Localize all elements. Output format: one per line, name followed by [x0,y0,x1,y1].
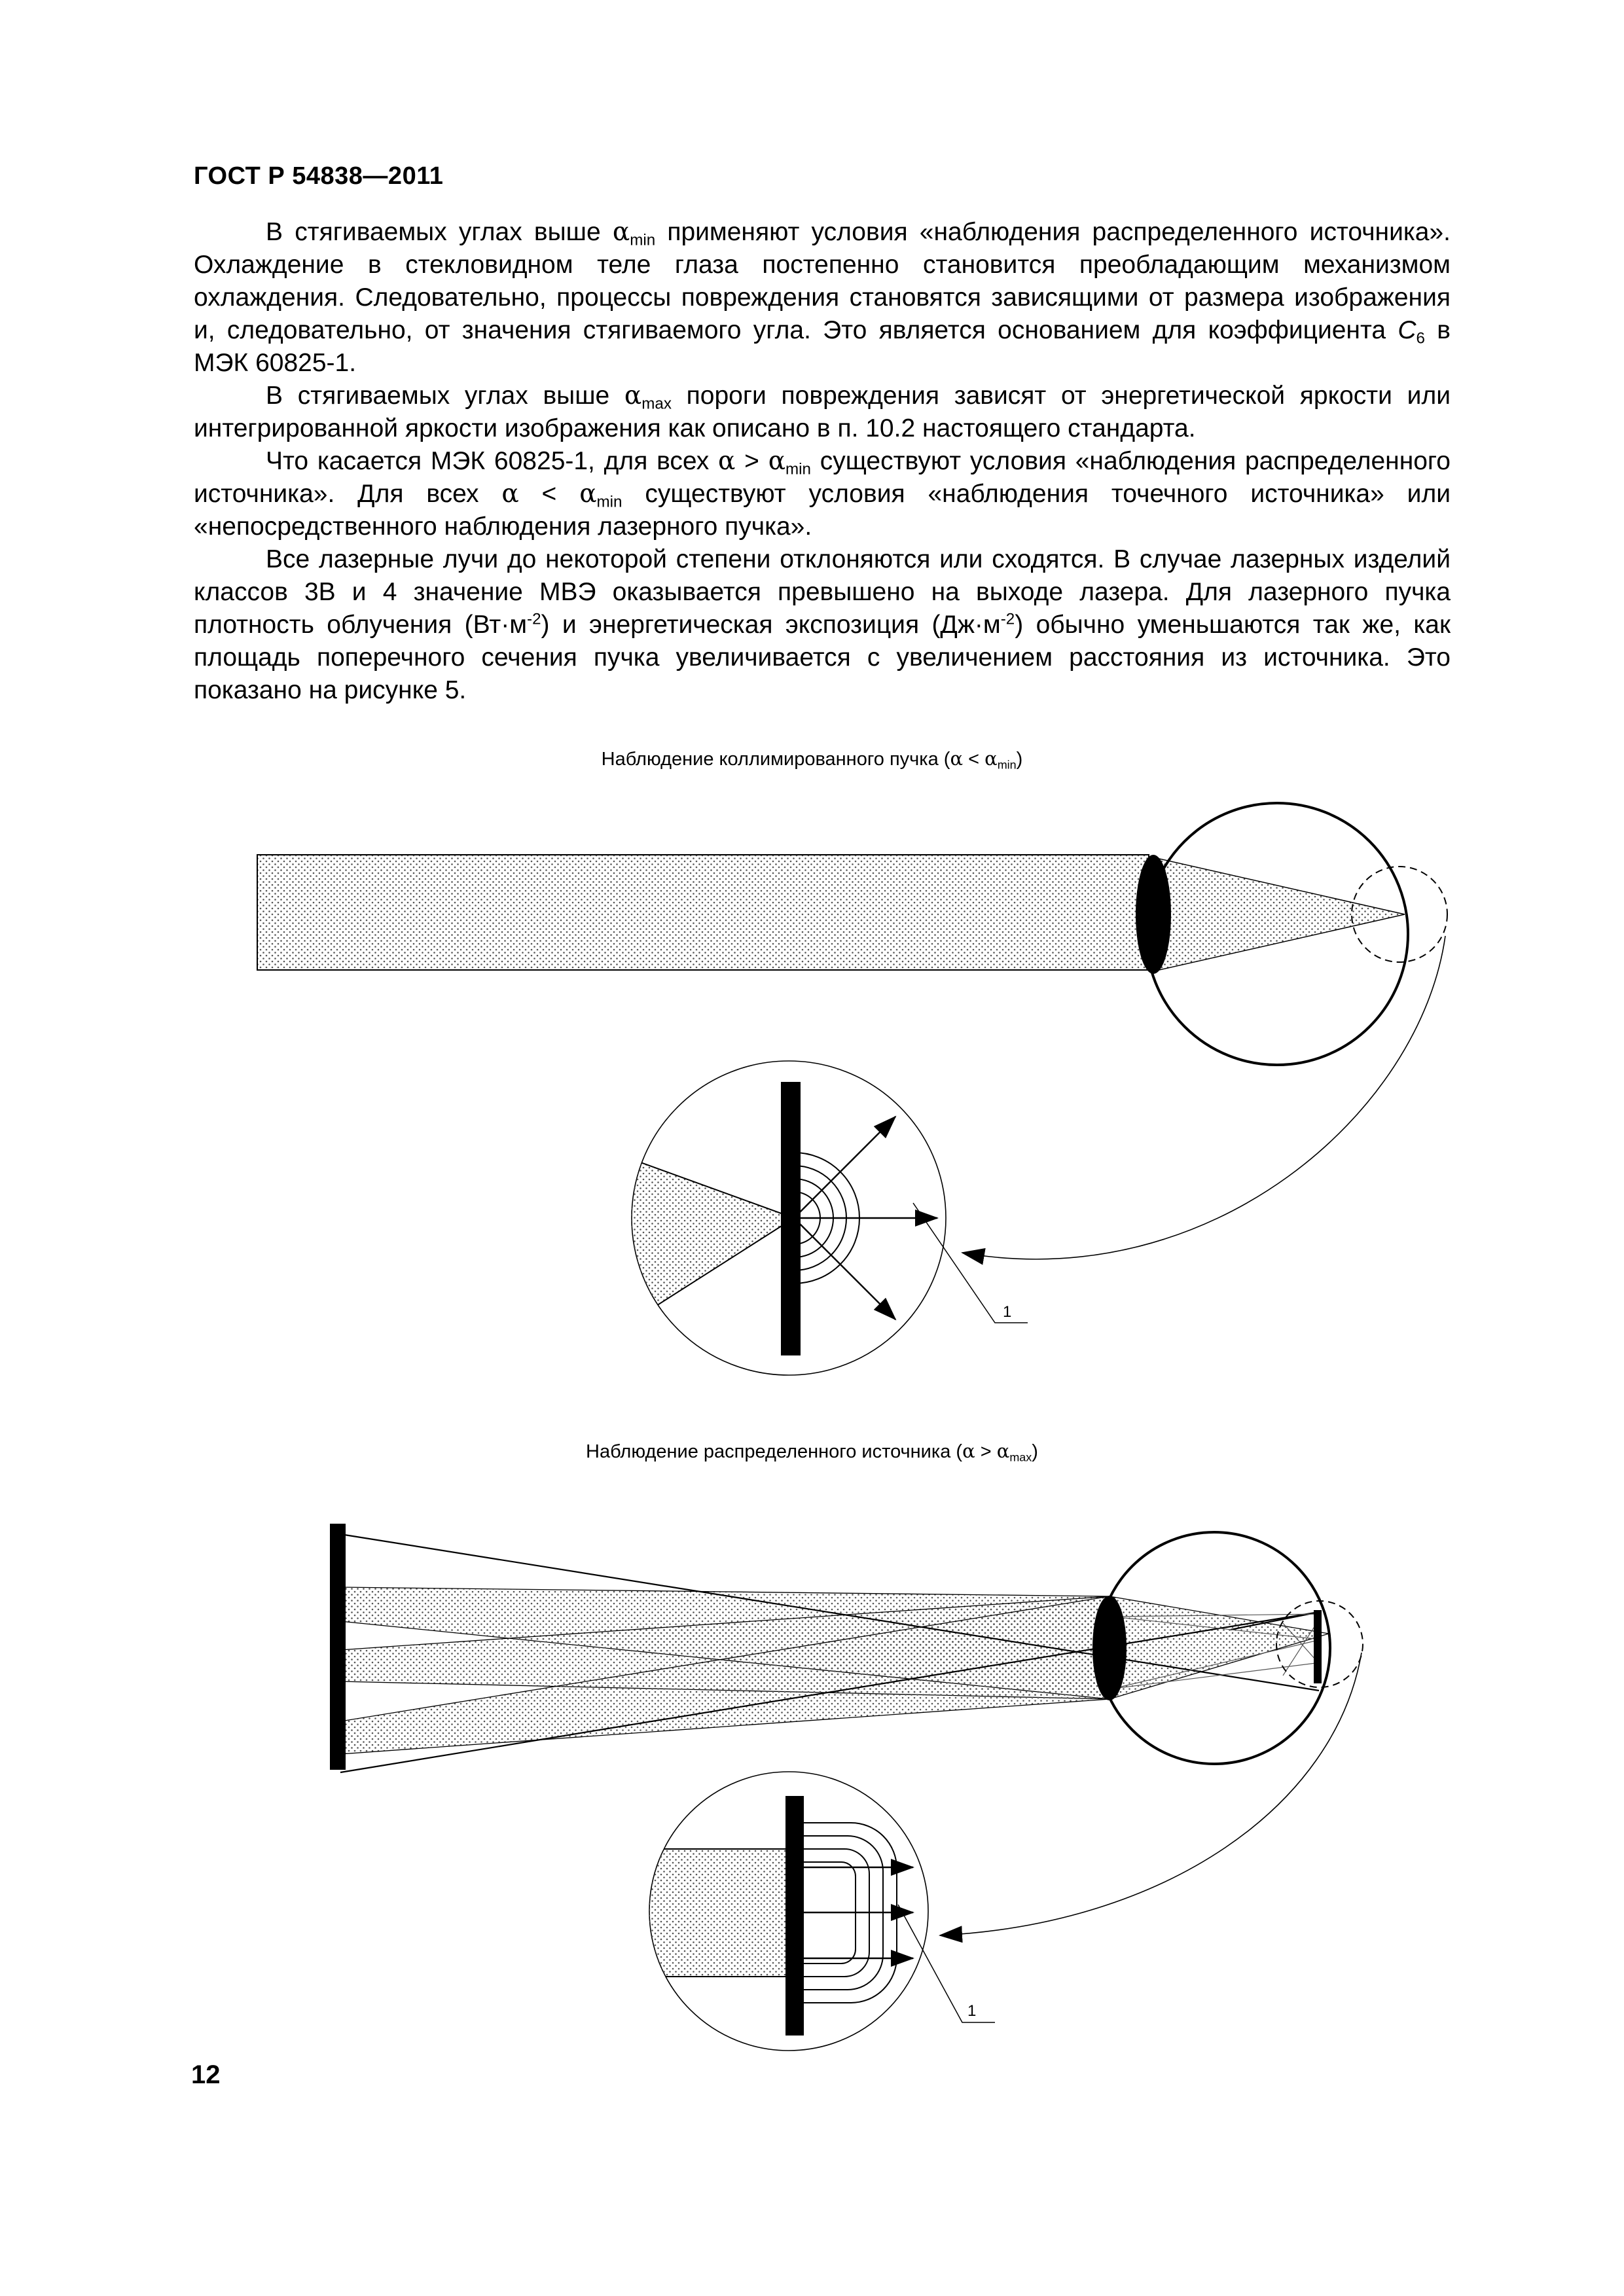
operator: > [735,447,768,475]
source-beams [340,1587,1329,1754]
subscript: min [997,758,1017,772]
text-run: применяют условия «наблюдения распределенного источника». Охлаждение в стекловидном теле глаза постепенно становится преобладающим механизмом охлаждения. Следовательно, процессы повреждения становятся зависящими от размера изображения и, следовательно, от значения стягиваемого угла. Это является основанием для коэффициента [194,218,1451,344]
distributed-source-diagram [330,1524,1363,2051]
collimated-beam [257,855,1149,970]
coefficient-symbol: C [1398,316,1416,344]
callout-label: 1 [967,2002,977,2020]
callout-label: 1 [1003,1303,1012,1321]
retina-layer [785,1796,804,2036]
alpha-symbol: α [501,479,519,509]
subscript: min [630,231,656,249]
text-run: пороги повреждения зависят от энергетической яркости или интегрированной яркости изображения как описано в п. 10.2 настоящего стандарта. [194,382,1451,442]
operator: < [963,749,985,770]
operator: < [518,480,580,508]
subscript: min [785,460,811,478]
focused-cone [1153,857,1405,971]
extended-source [330,1524,346,1770]
alpha-symbol: α [612,217,630,247]
text-run: ) обычно уменьшаются так же, как площадь поперечного сечения пучка увеличивается с увеличением расстояния из источника. Это показано на рисунке 5. [194,611,1451,704]
incident-beam [628,1849,792,1977]
text-run: существуют условия «наблюдения распределенного источника». Для всех [194,447,1451,508]
alpha-symbol: α [984,747,998,770]
alpha-symbol: α [718,446,736,476]
superscript: -2 [1000,610,1015,628]
subscript: 6 [1416,329,1425,348]
alpha-symbol: α [950,747,964,770]
text-run: существуют условия «наблюдения точечного источника» или «непосредственного наблюдения лазерного пучка». [194,480,1451,541]
alpha-symbol: α [962,1440,975,1462]
caption-text: ) [1016,749,1023,770]
alpha-symbol: α [579,479,597,509]
alpha-symbol: α [768,446,786,476]
text-run: В стягиваемых углах выше [266,382,624,410]
page-number: 12 [191,2060,221,2089]
subscript: max [641,395,672,413]
operator: > [975,1441,997,1462]
text-run: Все лазерные лучи до некоторой степени отклоняются или сходятся. В случае лазерных изделий классов 3В и 4 значение МВЭ оказывается превышено на выходе лазера. Для лазерного пучка плотность облучения (Вт·м [194,545,1451,639]
eye-lens [1092,1596,1127,1700]
eye-lens [1136,855,1171,974]
subscript: max [1009,1450,1032,1464]
text-run: Что касается МЭК 60825-1, для всех [266,447,718,475]
document-header: ГОСТ Р 54838—2011 [194,162,444,190]
caption-text: Наблюдение распределенного источника ( [586,1441,963,1462]
retina-patch [1314,1610,1322,1683]
magnification-leader [962,936,1445,1259]
text-run: В стягиваемых углах выше [266,218,613,246]
superscript: -2 [527,610,541,628]
alpha-symbol: α [624,381,642,410]
alpha-symbol: α [996,1440,1010,1462]
collimated-beam-diagram [257,803,1447,1375]
caption-text: ) [1032,1441,1038,1462]
caption-text: Наблюдение коллимированного пучка ( [601,749,950,770]
text-run: в МЭК 60825-1. [194,316,1451,377]
text-run: ) и энергетическая экспозиция (Дж·м [541,611,1001,639]
subscript: min [596,493,623,511]
